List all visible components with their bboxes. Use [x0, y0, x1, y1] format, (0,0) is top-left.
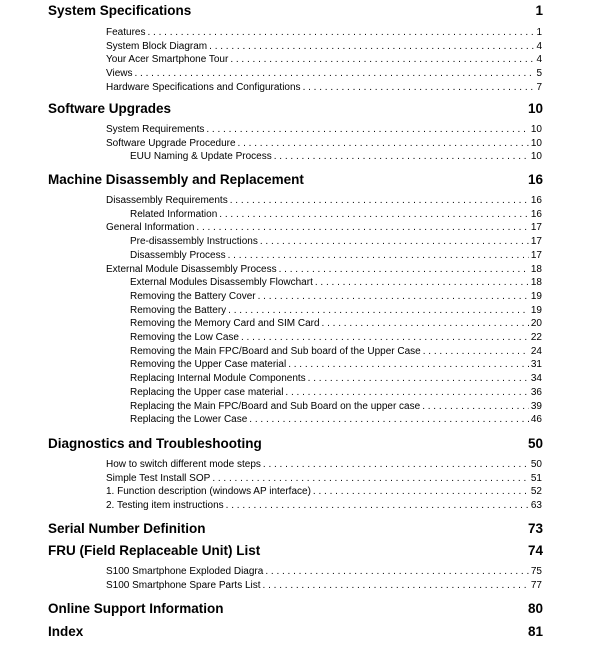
toc-entry-title: S100 Smartphone Spare Parts List [106, 579, 261, 591]
toc-entry[interactable] [130, 414, 542, 425]
toc-entry[interactable] [106, 486, 542, 497]
toc-entry-title: 1. Function description (windows AP interface) [106, 486, 311, 498]
toc-entry-title: Removing the Upper Case material [130, 359, 287, 371]
dot-leader [265, 566, 529, 577]
toc-entry[interactable] [130, 209, 542, 220]
toc-entry-page-number: 19 [530, 304, 542, 316]
dot-leader [423, 346, 529, 357]
toc-entry-title: Removing the Low Case [130, 332, 239, 343]
toc-entry-page-number: 36 [530, 386, 542, 398]
toc-entry-page-number: 75 [530, 566, 542, 577]
toc-entry-title: EUU Naming & Update Process [130, 151, 272, 163]
chapter-page-number: 16 [527, 172, 543, 187]
toc-entry[interactable] [106, 473, 542, 484]
toc-entry-page-number: 24 [530, 345, 542, 357]
dot-leader [230, 54, 534, 65]
toc-entry[interactable] [106, 54, 542, 65]
toc-entry-title: Disassembly Requirements [106, 195, 228, 206]
chapter-page-number: 80 [527, 601, 543, 616]
toc-entry[interactable] [130, 291, 542, 302]
toc-entry-title: Views [106, 68, 133, 80]
toc-entry-page-number: 17 [530, 249, 542, 261]
toc-entry-page-number: 19 [530, 290, 542, 302]
chapter-heading[interactable] [48, 521, 543, 536]
toc-entry-title: System Requirements [106, 124, 205, 135]
toc-entry-page-number: 10 [530, 124, 542, 135]
dot-leader [219, 209, 529, 220]
toc-entry-page-number: 4 [536, 54, 542, 66]
toc-entry[interactable] [130, 346, 542, 357]
chapter-heading[interactable] [48, 601, 543, 616]
toc-entry-page-number: 17 [530, 222, 542, 234]
dot-leader [303, 82, 535, 93]
toc-entry-title: 2. Testing item instructions [106, 500, 224, 512]
toc-entry-page-number: 10 [530, 151, 542, 163]
dot-leader [263, 580, 529, 591]
toc-entry-title: S100 Smartphone Exploded Diagra [106, 566, 264, 577]
toc-entry-title: Removing the Main FPC/Board and Sub board of the Upper Case [130, 345, 421, 357]
toc-entry-page-number: 18 [530, 263, 542, 275]
toc-entry-title: Your Acer Smartphone Tour [106, 54, 229, 66]
toc-entry-title: Replacing the Lower Case [130, 414, 248, 426]
toc-entry-title: Replacing Internal Module Components [130, 373, 306, 385]
toc-entry-title: General Information [106, 222, 195, 234]
dot-leader [206, 124, 529, 135]
toc-entry-title: External Module Disassembly Process [106, 263, 277, 275]
toc-entry-page-number: 4 [536, 40, 542, 52]
dot-leader [422, 401, 529, 412]
toc-entry-page-number: 63 [530, 500, 542, 512]
toc-entry-page-number: 52 [530, 486, 542, 498]
toc-entry[interactable] [130, 373, 542, 384]
toc-entry[interactable] [106, 138, 542, 149]
dot-leader [279, 264, 529, 275]
dot-leader [147, 27, 534, 38]
dot-leader [274, 151, 529, 162]
toc-entry[interactable] [106, 82, 542, 93]
toc-entry[interactable] [106, 264, 542, 275]
dot-leader [288, 359, 529, 370]
toc-entry[interactable] [130, 305, 542, 316]
toc-entry[interactable] [106, 222, 542, 233]
toc-entry[interactable] [130, 151, 542, 162]
chapter-heading[interactable] [48, 3, 543, 18]
dot-leader [212, 473, 529, 484]
chapter-title: Software Upgrades [48, 101, 172, 116]
toc-entry-page-number: 16 [530, 195, 542, 206]
toc-entry[interactable] [106, 41, 542, 52]
chapter-page-number: 81 [527, 624, 543, 639]
dot-leader [226, 500, 529, 511]
chapter-page-number: 50 [527, 436, 543, 451]
toc-entry-title: Replacing the Main FPC/Board and Sub Board on the upper case [130, 400, 421, 412]
toc-entry-page-number: 18 [530, 277, 542, 289]
toc-entry[interactable] [106, 580, 542, 591]
dot-leader [322, 318, 529, 329]
dot-leader [238, 138, 529, 149]
dot-leader [263, 459, 529, 470]
toc-entry-title: System Block Diagram [106, 40, 208, 52]
dot-leader [196, 222, 528, 233]
dot-leader [315, 277, 529, 288]
dot-leader [260, 236, 529, 247]
chapter-page-number: 74 [527, 543, 543, 558]
toc-entry-page-number: 46 [530, 414, 542, 426]
chapter-heading[interactable] [48, 436, 543, 451]
chapter-heading[interactable] [48, 101, 543, 116]
toc-entry-page-number: 7 [536, 81, 542, 93]
toc-entry-page-number: 16 [530, 208, 542, 220]
chapter-page-number: 1 [535, 3, 543, 18]
chapter-title: Diagnostics and Troubleshooting [48, 436, 262, 451]
dot-leader [135, 68, 535, 79]
toc-entry[interactable] [130, 250, 542, 261]
toc-entry-title: Disassembly Process [130, 249, 226, 261]
toc-entry[interactable] [130, 332, 542, 343]
toc-entry-page-number: 31 [530, 359, 542, 371]
chapter-heading[interactable] [48, 624, 543, 639]
dot-leader [228, 250, 529, 261]
toc-entry-title: Replacing the Upper case material [130, 386, 284, 398]
dot-leader [285, 387, 528, 398]
toc-entry-title: Related Information [130, 208, 218, 220]
toc-entry-title: How to switch different mode steps [106, 459, 261, 470]
toc-entry[interactable] [130, 387, 542, 398]
chapter-title: Index [48, 624, 84, 639]
chapter-page-number: 10 [527, 101, 543, 116]
toc-entry[interactable] [106, 195, 542, 206]
toc-entry[interactable] [106, 27, 542, 38]
toc-entry-page-number: 34 [530, 373, 542, 385]
toc-entry-page-number: 22 [530, 332, 542, 343]
dot-leader [249, 414, 529, 425]
toc-entry[interactable] [130, 401, 542, 412]
chapter-title: Online Support Information [48, 601, 224, 616]
dot-leader [209, 41, 534, 52]
toc-entry-title: Simple Test Install SOP [106, 472, 211, 484]
toc-entry-title: Removing the Battery [130, 304, 227, 316]
toc-entry[interactable] [130, 236, 542, 247]
toc-entry-page-number: 77 [530, 579, 542, 591]
chapter-title: Machine Disassembly and Replacement [48, 172, 304, 187]
toc-entry-title: Pre-disassembly Instructions [130, 236, 258, 248]
dot-leader [308, 373, 529, 384]
toc-entry-page-number: 17 [530, 236, 542, 248]
chapter-title: System Specifications [48, 3, 192, 18]
dot-leader [258, 291, 529, 302]
toc-entry-title: Features [106, 27, 146, 38]
dot-leader [228, 305, 529, 316]
chapter-title: Serial Number Definition [48, 521, 206, 536]
toc-entry-page-number: 50 [530, 459, 542, 470]
dot-leader [230, 195, 529, 206]
toc-entry-page-number: 10 [530, 137, 542, 149]
toc-entry-page-number: 39 [530, 400, 542, 412]
toc-entry-title: External Modules Disassembly Flowchart [130, 277, 313, 289]
chapter-title: FRU (Field Replaceable Unit) List [48, 543, 261, 558]
toc-entry[interactable] [106, 68, 542, 79]
toc-entry[interactable] [106, 124, 542, 135]
toc-entry-page-number: 20 [530, 318, 542, 330]
chapter-heading[interactable] [48, 172, 543, 187]
toc-entry-title: Software Upgrade Procedure [106, 137, 236, 149]
toc-entry-page-number: 1 [536, 27, 542, 38]
toc-entry[interactable] [130, 359, 542, 370]
dot-leader [313, 486, 529, 497]
toc-entry[interactable] [106, 459, 542, 470]
toc-entry[interactable] [106, 566, 542, 577]
toc-entry-page-number: 51 [530, 472, 542, 484]
chapter-heading[interactable] [48, 543, 543, 558]
toc-entry[interactable] [130, 318, 542, 329]
toc-entry-page-number: 5 [536, 68, 542, 80]
toc-entry-title: Removing the Memory Card and SIM Card [130, 318, 320, 330]
chapter-page-number: 73 [527, 521, 543, 536]
toc-entry[interactable] [130, 277, 542, 288]
toc-entry-title: Removing the Battery Cover [130, 290, 256, 302]
toc-entry[interactable] [106, 500, 542, 511]
dot-leader [241, 332, 529, 343]
toc-entry-title: Hardware Specifications and Configurations [106, 81, 301, 93]
